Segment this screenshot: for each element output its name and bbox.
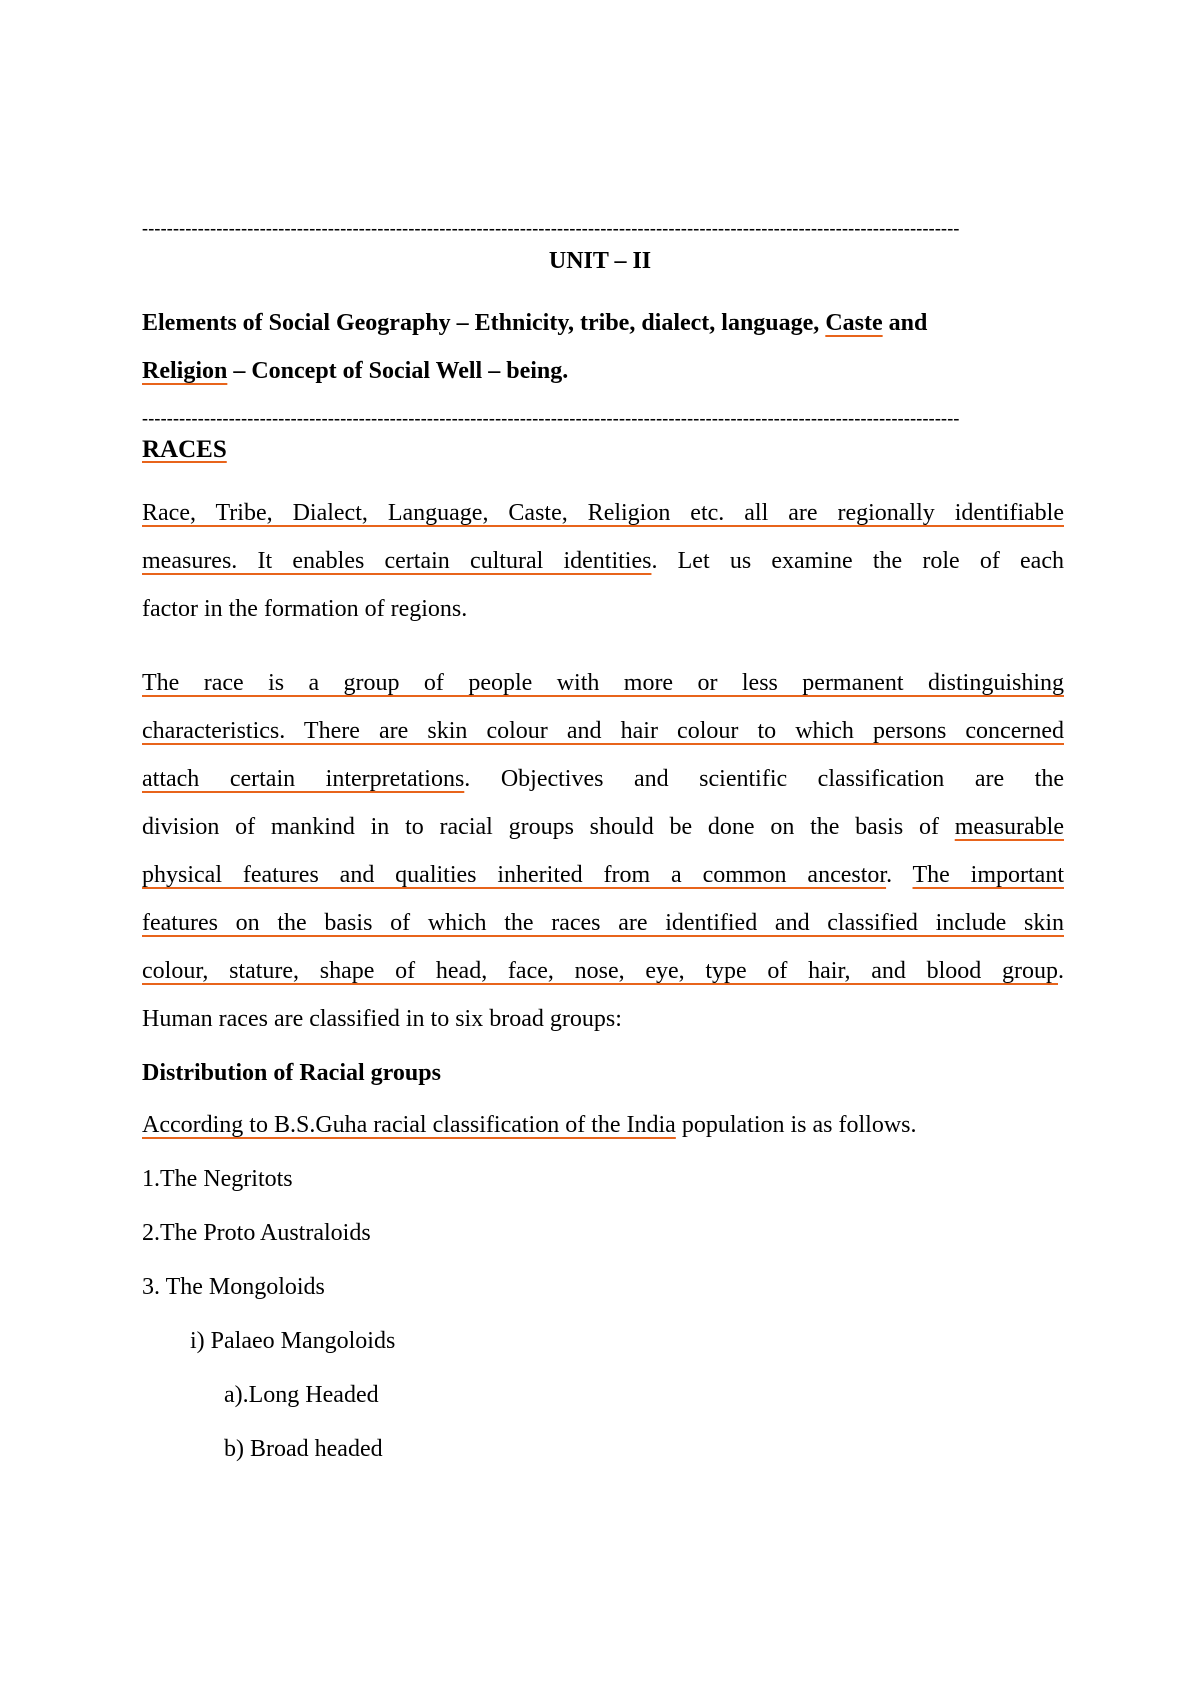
para2-text: division of mankind in to racial groups should be done on the basis of — [142, 814, 955, 840]
bottom-divider: ------------------------------------------------------------------------------------------------------------------------------------ — [142, 408, 960, 428]
syllabus-text: Elements of Social Geography – Ethnicity, tribe, dialect, language, — [142, 310, 826, 336]
syllabus-line-1 — [142, 310, 927, 337]
para2-underlined-text: colour, stature, shape of head, face, nose, eye, type of hair, and blood group — [142, 958, 1058, 984]
para1-text: . Let us examine the role of each — [651, 548, 1064, 574]
para2-underlined-text: The race is a group of people with more or less permanent distinguishing — [142, 670, 1064, 696]
para1-underlined-text: measures. It enables certain cultural identities — [142, 548, 652, 574]
para1-line1 — [142, 500, 1064, 527]
para2-line2 — [142, 718, 1064, 745]
para1-line2 — [142, 548, 1064, 575]
para2-underlined-text: physical features and qualities inherited from a common ancestor — [142, 862, 887, 888]
syllabus-text-and: and — [882, 310, 928, 336]
para2-line5 — [142, 862, 1064, 889]
distribution-intro-underlined: According to B.S.Guha racial classification of the India — [142, 1112, 676, 1138]
syllabus-religion-underlined: Religion — [142, 358, 228, 384]
list-item: 3. The Mongoloids — [142, 1274, 325, 1300]
distribution-intro-text: population is as follows. — [675, 1112, 917, 1138]
para1-underlined-text: Race, Tribe, Dialect, Language, Caste, Religion etc. all are regionally identifiable — [142, 500, 1064, 526]
syllabus-caste-underlined: Caste — [825, 310, 883, 336]
para2-line3 — [142, 766, 1064, 793]
para2-line1 — [142, 670, 1064, 697]
para2-line4 — [142, 814, 1064, 841]
syllabus-text-concept: – Concept of Social Well – being. — [227, 358, 569, 384]
list-subsubitem: b) Broad headed — [224, 1436, 383, 1462]
para2-line8: Human races are classified in to six broad groups: — [142, 1006, 622, 1032]
para2-underlined-text: characteristics. There are skin colour and hair colour to which persons concerned — [142, 718, 1064, 744]
para2-underlined-text: attach certain interpretations — [142, 766, 465, 792]
para2-text: . Objectives and scientific classification are the — [464, 766, 1064, 792]
unit-title: UNIT – II — [548, 248, 652, 274]
list-subitem: i) Palaeo Mangoloids — [190, 1328, 396, 1354]
para2-underlined-text: features on the basis of which the races are identified and classified include skin — [142, 910, 1064, 936]
top-divider: ------------------------------------------------------------------------------------------------------------------------------------ — [142, 218, 960, 238]
list-subsubitem: a).Long Headed — [224, 1382, 379, 1408]
syllabus-line-2 — [142, 358, 568, 385]
section-title-races: RACES — [142, 436, 227, 463]
para2-line7 — [142, 958, 1064, 985]
para2-underlined-text: measurable — [954, 814, 1064, 840]
list-item: 2.The Proto Australoids — [142, 1220, 371, 1246]
distribution-intro — [142, 1112, 917, 1139]
para1-line3: factor in the formation of regions. — [142, 596, 468, 622]
para2-text: . — [1058, 958, 1064, 984]
list-item: 1.The Negritots — [142, 1166, 293, 1192]
para2-text: . — [886, 862, 913, 888]
para2-line6 — [142, 910, 1064, 937]
para2-underlined-text: The important — [912, 862, 1064, 888]
distribution-heading: Distribution of Racial groups — [142, 1060, 441, 1086]
